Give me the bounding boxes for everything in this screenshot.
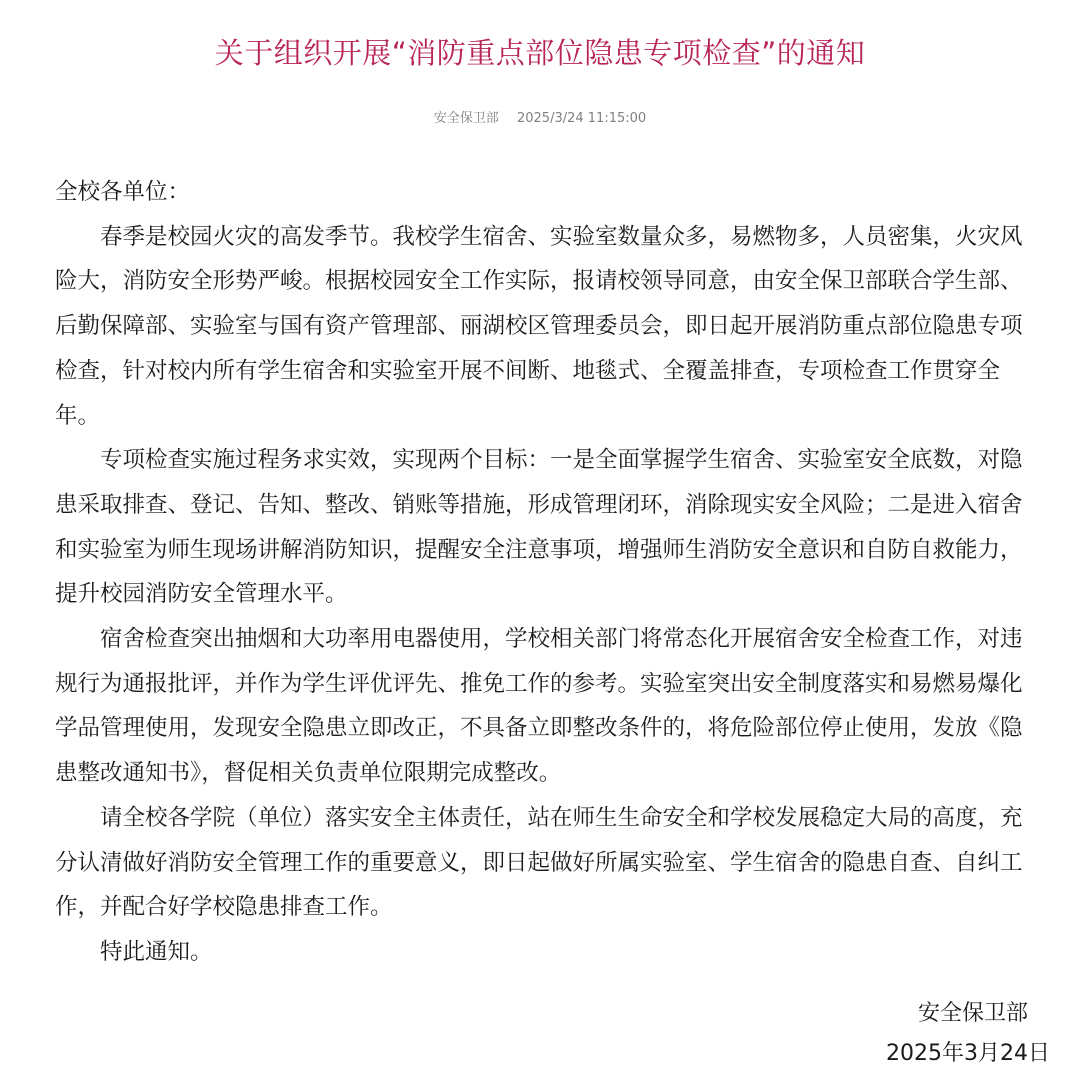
signature-org: 安全保卫部 <box>918 1001 1029 1026</box>
notice-body <box>55 170 1027 975</box>
notice-meta <box>0 110 1080 128</box>
signature-block <box>886 994 1050 1074</box>
body-paragraph: 专项检查实施过程务求实效，实现两个目标：一是全面掌握学生宿舍、实验室安全底数，对隐患采取排查、登记、告知、整改、销账等措施，形成管理闭环，消除现实安全风险；二是进入宿舍和实验室为师生现场讲解消防知识，提醒安全注意事项，增强师生消防安全意识和自防自救能力，提升校园消防安全管理水平。 <box>55 447 1023 608</box>
salutation: 全校各单位： <box>55 179 191 205</box>
body-paragraph: 春季是校园火灾的高发季节。我校学生宿舍、实验室数量众多，易燃物多，人员密集，火灾风险大，消防安全形势严峻。根据校园安全工作实际，报请校领导同意，由安全保卫部联合学生部、后勤保障部、实验室与国有资产管理部、丽湖校区管理委员会，即日起开展消防重点部位隐患专项检查，针对校内所有学生宿舍和实验室开展不间断、地毯式、全覆盖排查，专项检查工作贯穿全年。 <box>55 223 1023 429</box>
publisher-department: 安全保卫部 <box>433 111 499 126</box>
notice-title: 关于组织开展“消防重点部位隐患专项检查”的通知 <box>214 36 866 70</box>
publish-datetime: 2025/3/24 11:15:00 <box>516 111 647 126</box>
body-paragraph: 宿舍检查突出抽烟和大功率用电器使用，学校相关部门将常态化开展宿舍安全检查工作，对违规行为通报批评，并作为学生评优评先、推免工作的参考。实验室突出安全制度落实和易燃易爆化学品管理使用，发现安全隐患立即改正，不具备立即整改条件的，将危险部位停止使用，发放《隐患整改通知书》，督促相关负责单位限期完成整改。 <box>55 626 1023 787</box>
closing-line: 特此通知。 <box>100 938 213 965</box>
body-paragraph: 请全校各学院（单位）落实安全主体责任，站在师生生命安全和学校发展稳定大局的高度，充分认清做好消防安全管理工作的重要意义，即日起做好所属实验室、学生宿舍的隐患自查、自纠工作，并配合好学校隐患排查工作。 <box>55 804 1023 921</box>
signature-date: 2025年3月24日 <box>886 1041 1050 1066</box>
